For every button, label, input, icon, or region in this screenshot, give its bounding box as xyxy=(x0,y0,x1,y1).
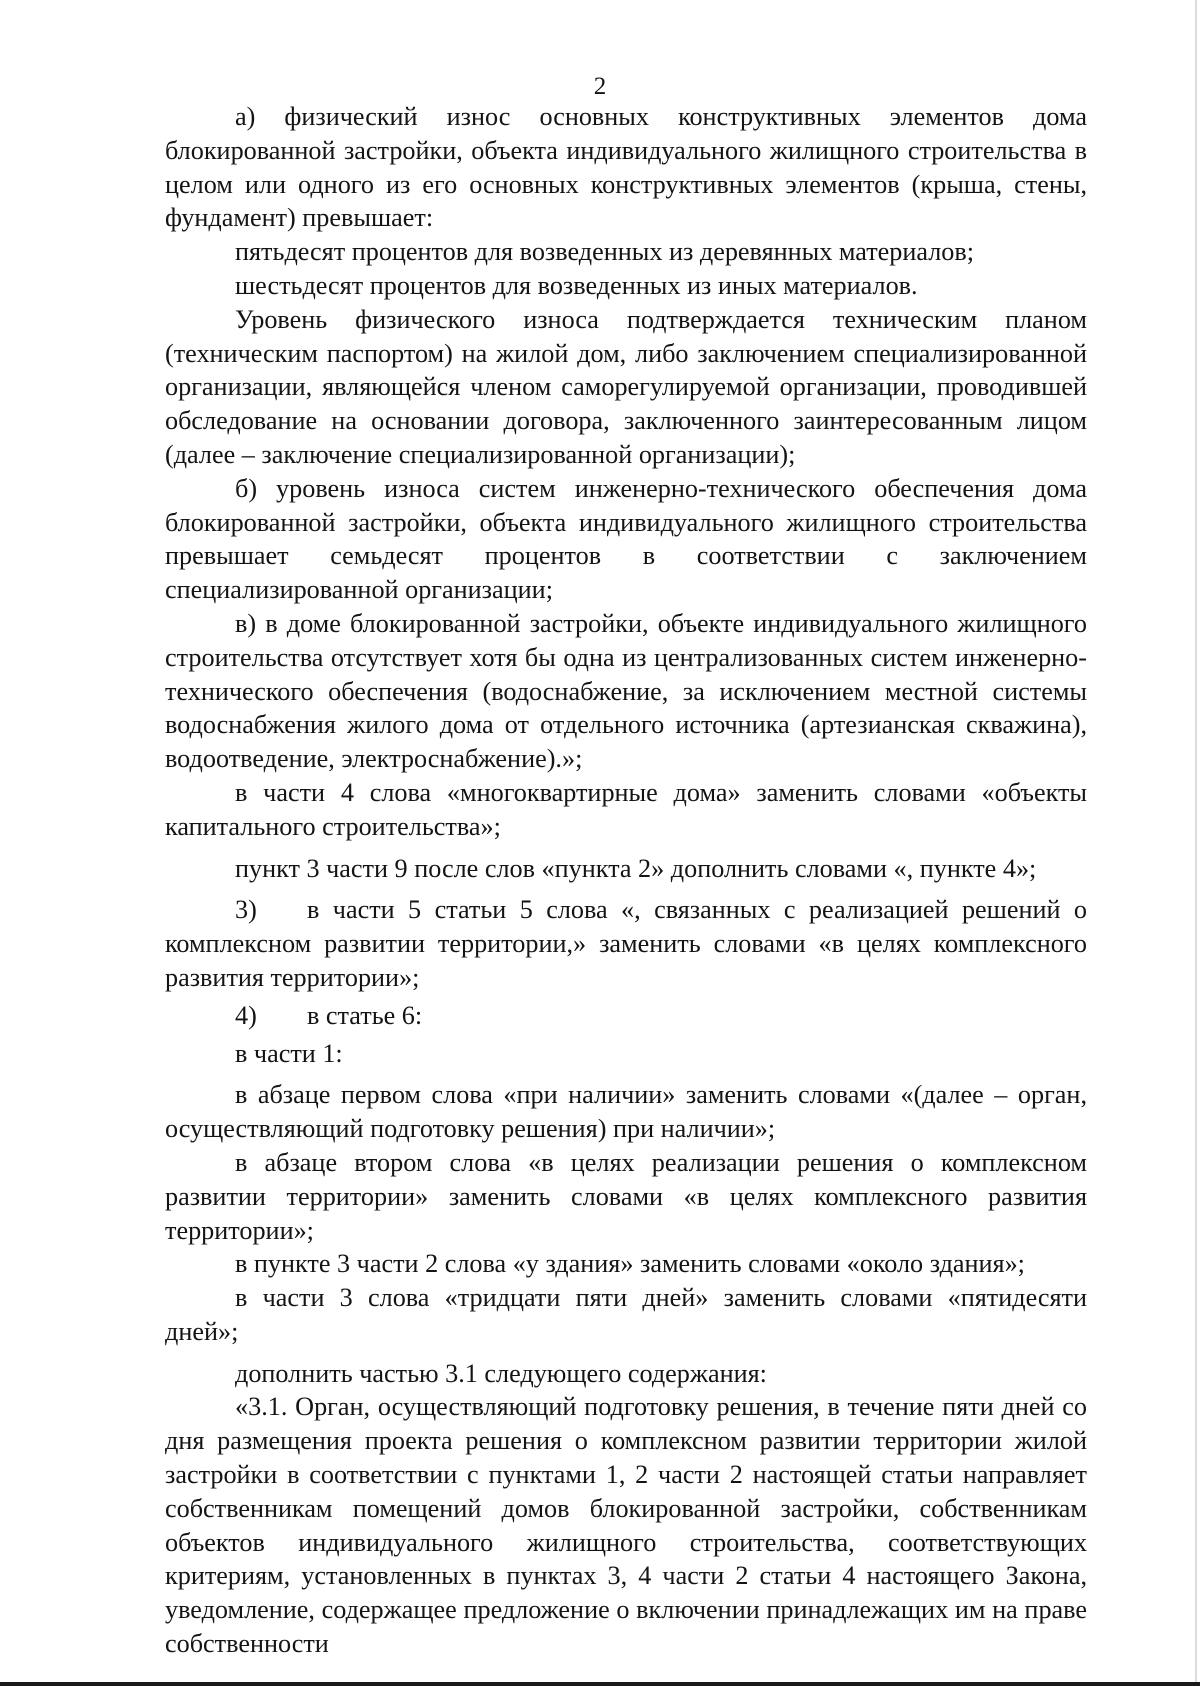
paragraph-part-4-amendment: в части 4 слова «многоквартирные дома» заменить словами «объекты капитального строительства»; xyxy=(165,777,1087,841)
item-text: в статье 6: xyxy=(307,1000,423,1030)
paragraph-second-abzats: в абзаце втором слова «в целях реализации решения о комплексном развитии территории» заменить словами «в целях комплексного развития территории»; xyxy=(165,1147,1087,1245)
item-text: в части 5 статьи 5 слова «, связанных с реализацией решений о комплексном развитии территории,» заменить словами «в целях комплексного развития территории»; xyxy=(165,895,1087,992)
paragraph-item-3 xyxy=(165,893,1087,994)
paragraph-wear-level-confirmation: Уровень физического износа подтверждается техническим планом (техническим паспортом) на жилой дом, либо заключением специализированной организации, являющейся членом саморегулируемой организации, проводившей обследование на основании договора, заключенного заинтересованным лицом (далее – заключение специализированной организации); xyxy=(165,304,1087,469)
item-number: 3) xyxy=(235,895,257,925)
paragraph-part-9-amendment: пункт 3 части 9 после слов «пункта 2» дополнить словами «, пункте 4»; xyxy=(235,853,1037,883)
paragraph-b-engineering-systems: б) уровень износа систем инженерно-технического обеспечения дома блокированной застройки, объекта индивидуального жилищного строительства превышает семьдесят процентов в соответствии с заключением специализированной организации; xyxy=(165,473,1087,605)
paragraph-part-3-1-text: «3.1. Орган, осуществляющий подготовку решения, в течение пяти дней со дня размещения проекта решения о комплексном развитии территории жилой застройки в соответствии с пунктами 1, 2 части 2 настоящей статьи направляет собственникам помещений домов блокированной застройки, собственникам объектов индивидуального жилищного строительства, соответствующих критериям, установленных в пунктах 3, 4 части 2 статьи 4 настоящего Закона, уведомление, содержащее предложение о включении принадлежащих им на праве собственности xyxy=(165,1392,1087,1659)
page-number: 2 xyxy=(593,73,607,100)
paragraph-part-1: в части 1: xyxy=(235,1038,343,1068)
paragraph-first-abzats: в абзаце первом слова «при наличии» заменить словами «(далее – орган, осуществляющий подготовку решения) при наличии»; xyxy=(165,1080,1087,1144)
paragraph-a-physical-wear: а) физический износ основных конструктивных элементов дома блокированной застройки, объекта индивидуального жилищного строительства в целом или одного из его основных конструктивных элементов (крыша, стены, фундамент) превышает: xyxy=(165,102,1087,233)
paragraph-fifty-percent: пятьдесят процентов для возведенных из деревянных материалов; xyxy=(235,237,975,267)
scan-bottom-border xyxy=(0,1682,1200,1686)
paragraph-sixty-percent: шестьдесят процентов для возведенных из иных материалов. xyxy=(235,270,918,300)
paragraph-part-3-amendment: в части 3 слова «тридцати пяти дней» заменить словами «пятидесяти дней»; xyxy=(165,1283,1087,1346)
item-number: 4) xyxy=(235,1000,257,1030)
scan-edge xyxy=(1195,0,1197,1682)
document-body xyxy=(165,100,1087,1661)
paragraph-v-centralized-systems: в) в доме блокированной застройки, объекте индивидуального жилищного строительства отсутствует хотя бы одна из централизованных систем инженерно-технического обеспечения (водоснабжение, за исключением местной системы водоснабжения жилого дома от отдельного источника (артезианская скважина), водоотведение, электроснабжение).»; xyxy=(165,608,1087,774)
paragraph-item-4 xyxy=(165,999,1087,1033)
paragraph-part-2-item-3: в пункте 3 части 2 слова «у здания» заменить словами «около здания»; xyxy=(235,1249,1025,1279)
paragraph-add-part-3-1: дополнить частью 3.1 следующего содержания: xyxy=(235,1358,767,1388)
